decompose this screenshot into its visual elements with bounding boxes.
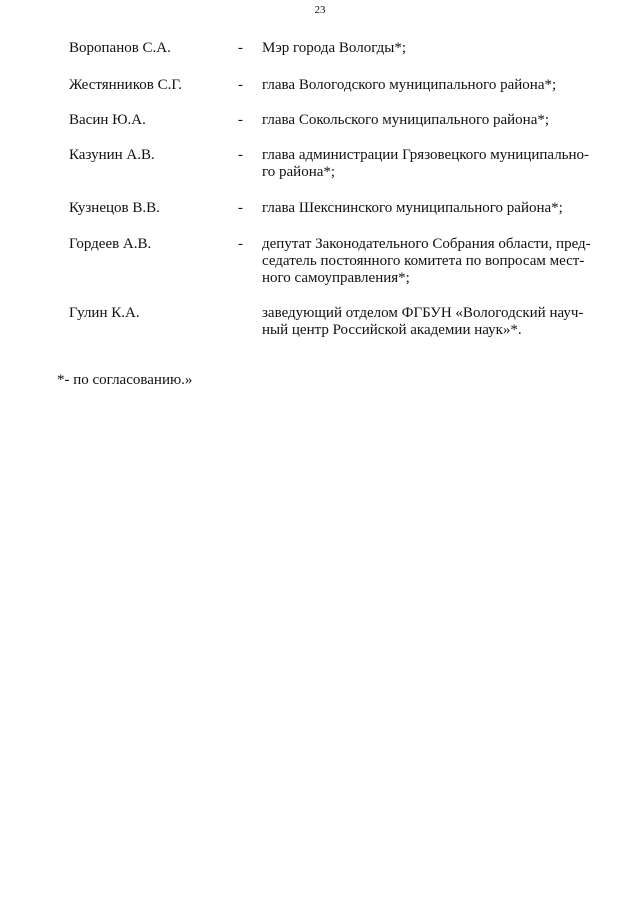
member-name: Казунин А.В.	[69, 147, 155, 163]
member-description: глава Сокольского муниципального района*;	[262, 112, 550, 128]
member-name: Кузнецов В.В.	[69, 200, 160, 216]
member-name: Гордеев А.В.	[69, 236, 152, 252]
member-dash: -	[238, 77, 243, 93]
footnote: *- по согласованию.»	[57, 372, 193, 388]
member-dash: -	[238, 112, 243, 128]
member-dash: -	[238, 40, 243, 56]
member-dash: -	[238, 147, 243, 163]
member-dash: -	[238, 200, 243, 216]
member-name: Васин Ю.А.	[69, 112, 146, 128]
member-name: Гулин К.А.	[69, 305, 140, 321]
member-description: глава Шекснинского муниципального района*;	[262, 200, 563, 216]
page-number: 23	[314, 4, 326, 16]
member-dash: -	[238, 236, 243, 252]
member-description: депутат Законодательного Собрания области, пред- седатель постоянного комитета по вопросам мест- ного самоуправления*;	[262, 236, 591, 286]
member-description: глава Вологодского муниципального района*;	[262, 77, 557, 93]
member-description: Мэр города Вологды*;	[262, 40, 406, 56]
member-name: Воропанов С.А.	[69, 40, 171, 56]
member-description: заведующий отделом ФГБУН «Вологодский науч- ный центр Российской академии наук»*.	[262, 305, 584, 338]
member-description: глава администрации Грязовецкого муниципально- го района*;	[262, 147, 590, 180]
member-name: Жестянников С.Г.	[69, 77, 183, 93]
